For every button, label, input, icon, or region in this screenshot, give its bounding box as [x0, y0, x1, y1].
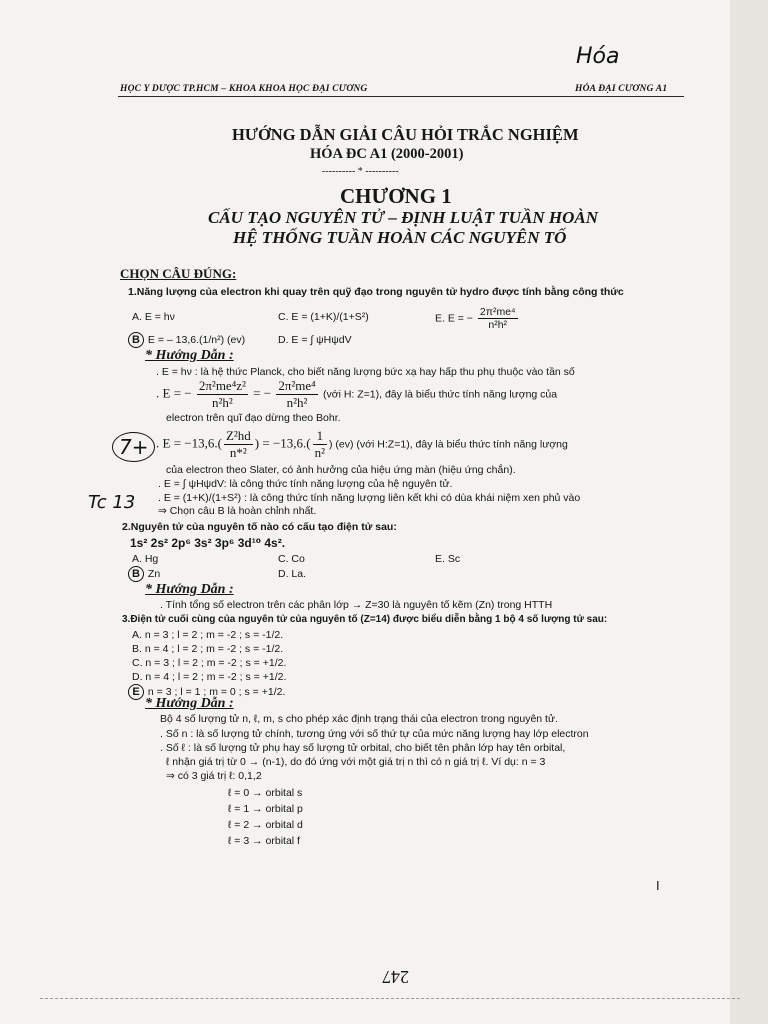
q1-guide-6: . E = ∫ ψHψdV: là công thức tính năng lượng của hệ nguyên tử. [158, 478, 453, 490]
q1-option-a: A. E = hν [132, 311, 175, 323]
q1-guide-7: . E = (1+K)/(1+S²) : là công thức tính năng lượng liên kết khi có dùa khái niệm xen phủ vào [158, 492, 581, 504]
q3-option-e: E n = 3 ; l = 1 ; m = 0 ; s = +1/2. [128, 684, 285, 700]
q3-option-d: D. n = 4 ; l = 2 ; m = -2 ; s = +1/2. [132, 671, 287, 683]
q2-guide-1: . Tính tổng số electron trên các phân lớp → Z=30 là nguyên tố kẽm (Zn) trong HTTH [160, 599, 553, 611]
q1-guide-label: * Hướng Dẫn : [145, 348, 234, 363]
q2-guide-label: * Hướng Dẫn : [145, 582, 234, 597]
q3-guide-1: Bộ 4 số lượng tử n, ℓ, m, s cho phép xác định trạng thái của electron trong nguyên tử. [160, 713, 558, 725]
q1-guide-8: ⇒ Chọn câu B là hoàn chỉnh nhất. [158, 505, 317, 517]
q1-question: 1.Năng lượng của electron khi quay trên quỹ đạo trong nguyên tử hydro được tính bằng công thức [128, 286, 624, 298]
section-heading: CHỌN CÂU ĐÚNG: [120, 266, 237, 281]
q3-guide-label: * Hướng Dẫn : [145, 696, 234, 711]
q3-option-b: B. n = 4 ; l = 2 ; m = -2 ; s = -1/2. [132, 643, 284, 655]
margin-note-1: 7+ [112, 432, 155, 462]
selected-answer-circle: B [128, 332, 144, 348]
q2-option-a: A. Hg [132, 553, 159, 565]
doc-subtitle: HÓA ĐC A1 (2000-2001) [310, 146, 464, 162]
q2-option-b: B Zn [128, 566, 160, 582]
q3-orbital-d: ℓ = 2 → orbital d [228, 819, 303, 831]
selected-answer-circle: E [128, 684, 144, 700]
q3-option-c: C. n = 3 ; l = 2 ; m = -2 ; s = +1/2. [132, 657, 287, 669]
handwritten-header-note: Hóa [576, 44, 620, 69]
q1-option-c: C. E = (1+K)/(1+S²) [278, 311, 369, 323]
bottom-mark: I [656, 878, 660, 893]
q2-question: 2.Nguyên tử của nguyên tố nào có cấu tạo điện tử sau: [122, 521, 397, 533]
q3-question: 3.Điện tử cuối cùng của nguyên tử của nguyên tố (Z=14) được biểu diễn bằng 1 bộ 4 số lượng tử sau: [122, 614, 608, 625]
margin-note-2: Tc 13 [88, 492, 136, 513]
q3-guide-4: ℓ nhận giá trị từ 0 → (n-1), do đó ứng với một giá trị n thì có n giá trị ℓ. Ví dụ: n = 3 [166, 756, 546, 768]
q2-option-d: D. La. [278, 568, 307, 580]
chapter-subtitle-1: CẤU TẠO NGUYÊN TỬ – ĐỊNH LUẬT TUẦN HOÀN [208, 208, 599, 227]
doc-title: HƯỚNG DẪN GIẢI CÂU HỎI TRẮC NGHIỆM [232, 125, 579, 144]
q1-guide-1: . E = hν : là hệ thức Planck, cho biết năng lượng bức xạ hay hấp thu phụ thuộc vào tần số [156, 366, 575, 378]
q3-guide-5: ⇒ có 3 giá trị ℓ: 0,1,2 [166, 770, 262, 782]
page-number: 247 [382, 967, 409, 987]
q1-guide-5: của electron theo Slater, có ảnh hưởng của hiệu ứng màn (hiệu ứng chắn). [166, 464, 516, 476]
chapter-label: CHƯƠNG 1 [340, 184, 452, 208]
q3-orbital-s: ℓ = 0 → orbital s [228, 787, 303, 799]
header-left: HỌC Y DƯỢC TP.HCM – KHOA KHOA HỌC ĐẠI CƯƠNG [120, 84, 368, 94]
header-right: HÓA ĐẠI CƯƠNG A1 [575, 84, 668, 94]
q1-option-b: B E = – 13,6.(1/n²) (ev) [128, 332, 245, 348]
q3-guide-2: . Số n : là số lượng tử chính, tương ứng với số thứ tự của mức năng lượng hay lớp electron [160, 728, 589, 740]
q2-option-e: E. Sc [435, 553, 461, 565]
q1-guide-2: . E = − $\frac{\text{2π²me⁴z²}}{\text{n²h²}}$ = − $\frac{\text{2π²me⁴}}{\text{n²h²}}$ (với H: Z=1), đây là biểu thức tính năng lượng của [156, 378, 558, 410]
title-separator: ---------- * ---------- [322, 166, 399, 177]
footer-rule [40, 998, 740, 999]
q2-config: 1s² 2s² 2p⁶ 3s² 3p⁶ 3d¹⁰ 4s². [130, 536, 286, 550]
page-margin-shadow [730, 0, 768, 1024]
header-rule [118, 96, 684, 97]
q2-option-c: C. Co [278, 553, 305, 565]
q1-guide-4: . E = −13,6.( $\frac{\text{Z²hd}}{\text{n*²}}$ ) = −13,6.( $\frac{1}{\text{n²}}$ ) (ev) (với H:Z=1), đây là biểu thức tính năng lượng [156, 428, 568, 460]
q3-option-a: A. n = 3 ; l = 2 ; m = -2 ; s = -1/2. [132, 629, 284, 641]
selected-answer-circle: B [128, 566, 144, 582]
q1-option-e: E. E = − $\frac{\text{2π²me⁴}}{\text{n²h²}}$ [435, 306, 516, 331]
chapter-subtitle-2: HỆ THỐNG TUẦN HOÀN CÁC NGUYÊN TỐ [233, 228, 567, 247]
q3-orbital-f: ℓ = 3 → orbital f [228, 835, 300, 847]
q1-option-d: D. E = ∫ ψHψdV [278, 334, 352, 346]
q3-guide-3: . Số ℓ : là số lượng tử phụ hay số lượng tử orbital, cho biết tên phân lớp hay tên orbital, [160, 742, 566, 754]
q3-orbital-p: ℓ = 1 → orbital p [228, 803, 303, 815]
q1-guide-3: electron trên quĩ đạo dừng theo Bohr. [166, 412, 341, 424]
